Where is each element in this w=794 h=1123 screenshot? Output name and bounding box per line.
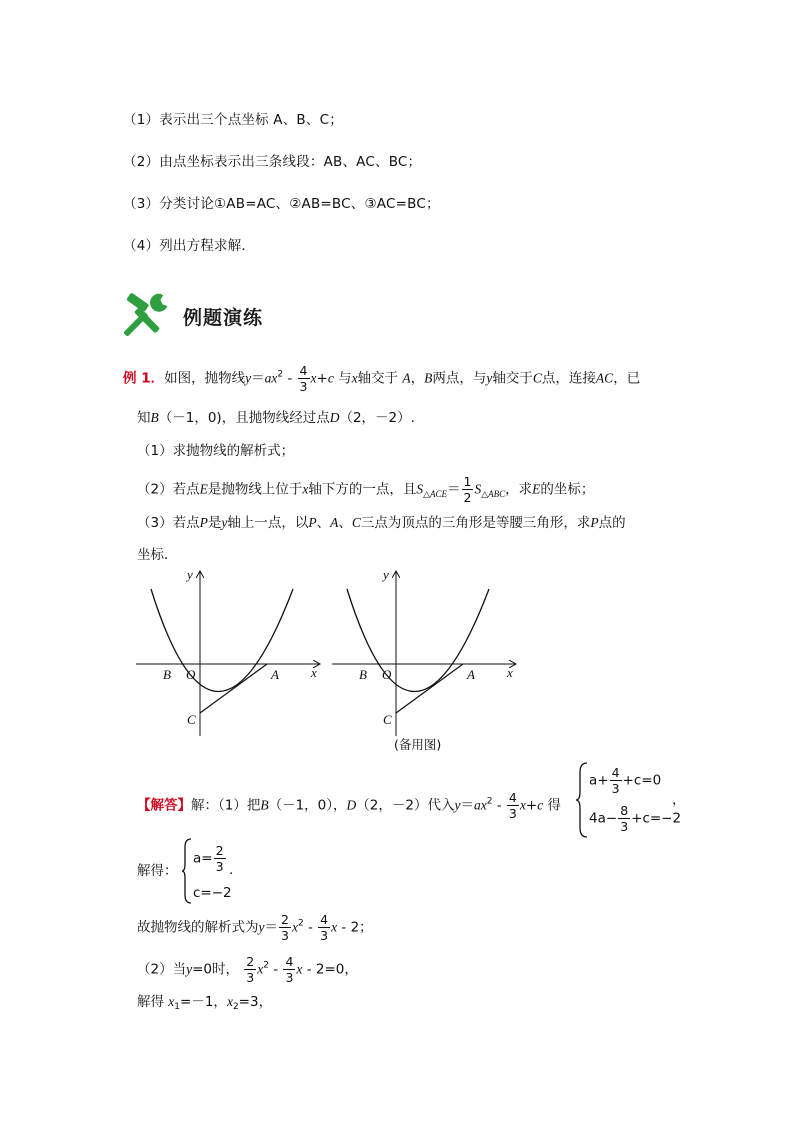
question-3: （3）若点P是y轴上一点，以P、A、C三点为顶点的三角形是等腰三角形，求P点的 <box>137 515 626 531</box>
system-2-eq-2: c=−2 <box>193 885 232 901</box>
system-1-eq-2: 4a− $\frac{8}{3}$ +c=−2 <box>589 803 682 834</box>
point-b-label: B <box>359 667 367 682</box>
question-1: （1）求抛物线的解析式； <box>137 443 295 459</box>
solve-label: 解得： <box>137 863 178 879</box>
solution-line-3: 故抛物线的解析式为y＝ $\frac{2}{3}$ $x^2$ - $\frac{4}{3}$ x - 2； <box>137 912 373 943</box>
solution-line-4: （2）当y=0时， $\frac{2}{3}$ $x^2$ - $\frac{4}{3}$ x - 2=0， <box>137 954 358 985</box>
system-1-eq-1: a+ $\frac{4}{3}$ +c=0 <box>589 765 662 796</box>
example-label: 例 1． <box>123 370 165 387</box>
origin-label: O <box>186 667 196 682</box>
system-1-comma: ， <box>672 792 686 808</box>
question-2: （2）若点E是抛物线上位于x轴下方的一点，且$S_{\triangle ACE}=$ $\frac{1}{2}$ $S_{\triangle ABC}$，求E的坐标； <box>137 474 595 505</box>
question-3-cont: 坐标． <box>137 547 178 563</box>
fraction: $\frac{4}{3}$ <box>299 363 308 394</box>
step-4: （4）列出方程求解． <box>123 238 256 254</box>
parabola-figure-left <box>136 564 326 744</box>
system-2-eq-1: a= $\frac{2}{3}$ <box>193 843 224 874</box>
x-axis-label: x <box>507 665 513 680</box>
point-c-label: C <box>383 712 392 727</box>
figure-caption: (备用图) <box>394 737 442 752</box>
solution-label: 【解答】 <box>137 797 191 814</box>
step-1: （1）表示出三个点坐标 A、B、C； <box>123 112 343 128</box>
parabola-figure-right <box>332 564 522 744</box>
point-c-label: C <box>187 712 196 727</box>
step-2: （2）由点坐标表示出三条线段：AB、AC、BC； <box>123 154 422 170</box>
section-title: 例题演练 <box>183 307 264 329</box>
y-axis-label: y <box>383 567 389 582</box>
solution-line-5: 解得 $x_1=-1$，$x_2=3$， <box>137 994 273 1012</box>
point-b-label: B <box>163 667 171 682</box>
tools-icon <box>123 292 173 336</box>
point-a-label: A <box>271 667 279 682</box>
brace-left <box>575 762 589 838</box>
system-2-period: . <box>229 862 234 878</box>
solution-line-1: 【解答】解：（1）把B（－1，0），D（2，－2）代入$y=ax^2$ - $\frac{4}{3}$ x+c 得 <box>137 790 561 821</box>
step-3: （3）分类讨论①AB=AC、②AB=BC、③AC=BC； <box>123 196 440 212</box>
y-axis-label: y <box>187 567 193 582</box>
example-line-1: 例 1．如图，抛物线$y=ax^2$ - $\frac{4}{3}$ x+c 与x轴交于 A，B两点，与y轴交于C点，连接AC，已 <box>123 363 641 394</box>
origin-label: O <box>382 667 392 682</box>
point-a-label: A <box>467 667 475 682</box>
brace-left <box>181 838 193 904</box>
example-line-2: 知B（－1，0)，且抛物线经过点D（2，－2）. <box>137 410 415 426</box>
x-axis-label: x <box>311 665 317 680</box>
